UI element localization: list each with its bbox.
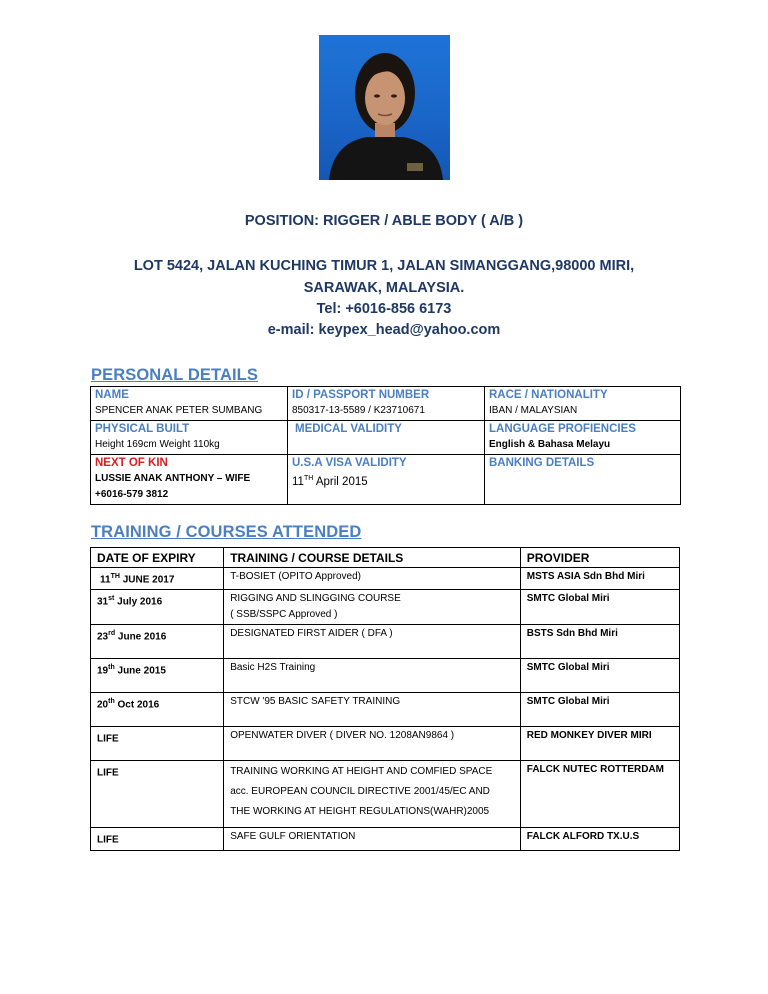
table-row xyxy=(91,590,680,625)
expiry-date-rest: Oct 2016 xyxy=(114,699,160,711)
table-row xyxy=(91,387,681,421)
provider-cell xyxy=(520,568,679,590)
provider-name: FALCK NUTEC ROTTERDAM xyxy=(526,764,664,776)
id-cell xyxy=(288,387,485,421)
course-line: STCW '95 BASIC SAFETY TRAINING xyxy=(230,696,401,708)
expiry-date-suffix: th xyxy=(108,664,115,672)
provider-name: BSTS Sdn Bhd Miri xyxy=(526,628,618,640)
provider-cell xyxy=(520,693,679,727)
medical-label: MEDICAL VALIDITY xyxy=(295,423,402,435)
built-cell xyxy=(91,421,288,455)
expiry-date: 23 xyxy=(97,631,109,643)
visa-day: 11 xyxy=(292,475,304,488)
name-value: SPENCER ANAK PETER SUMBANG xyxy=(95,405,263,416)
race-cell xyxy=(485,387,681,421)
column-header: TRAINING / COURSE DETAILS xyxy=(224,548,521,568)
visa-label: U.S.A VISA VALIDITY xyxy=(292,457,407,469)
table-row xyxy=(91,659,680,693)
expiry-date-cell xyxy=(91,727,224,761)
id-value: 850317-13-5589 / K23710671 xyxy=(292,405,425,416)
kin-label: NEXT OF KIN xyxy=(95,457,168,469)
table-row xyxy=(91,421,681,455)
table-row xyxy=(91,455,681,505)
column-header: DATE OF EXPIRY xyxy=(91,548,224,568)
provider-name: SMTC Global Miri xyxy=(526,662,610,674)
expiry-date-cell xyxy=(91,693,224,727)
table-row xyxy=(91,568,680,590)
telephone: Tel: +6016-856 6173 xyxy=(316,301,452,317)
course-line: OPENWATER DIVER ( DIVER NO. 1208AN9864 ) xyxy=(230,730,455,742)
course-details-cell xyxy=(224,693,521,727)
address-line-1: LOT 5424, JALAN KUCHING TIMUR 1, JALAN SIMANGGANG,98000 MIRI, xyxy=(133,258,635,274)
language-label: LANGUAGE PROFIENCIES xyxy=(489,423,636,435)
kin-name: LUSSIE ANAK ANTHONY – WIFE xyxy=(95,473,251,484)
course-line: SAFE GULF ORIENTATION xyxy=(230,831,356,843)
race-label: RACE / NATIONALITY xyxy=(489,389,608,401)
expiry-date-rest: JUNE 2017 xyxy=(119,574,175,586)
medical-cell xyxy=(288,421,485,455)
expiry-date-cell xyxy=(91,761,224,828)
race-value: IBAN / MALAYSIAN xyxy=(489,405,578,416)
visa-month-year: April 2015 xyxy=(313,475,368,488)
visa-suffix: TH xyxy=(303,475,314,482)
email: e-mail: keypex_head@yahoo.com xyxy=(267,322,501,338)
table-row xyxy=(91,625,680,659)
provider-name: RED MONKEY DIVER MIRI xyxy=(526,730,652,742)
provider-cell xyxy=(520,590,679,625)
language-value: English & Bahasa Melayu xyxy=(489,439,611,450)
expiry-date-cell xyxy=(91,828,224,851)
course-details-cell xyxy=(224,568,521,590)
course-line: RIGGING AND SLINGGING COURSE xyxy=(230,593,401,605)
expiry-date-suffix: st xyxy=(108,595,115,603)
expiry-date: 31 xyxy=(97,596,109,608)
course-details-cell xyxy=(224,659,521,693)
provider-cell xyxy=(520,761,679,828)
position-title: POSITION: RIGGER / ABLE BODY ( A/B ) xyxy=(244,213,524,229)
table-row xyxy=(91,761,680,828)
provider-cell xyxy=(520,625,679,659)
personal-details-table xyxy=(90,386,681,505)
provider-cell xyxy=(520,727,679,761)
course-details-cell xyxy=(224,761,521,828)
training-heading: TRAINING / COURSES ATTENDED xyxy=(91,523,362,541)
name-label: NAME xyxy=(95,389,129,401)
address-line-2: SARAWAK, MALAYSIA. xyxy=(303,280,465,296)
course-line: THE WORKING AT HEIGHT REGULATIONS(WAHR)2005 xyxy=(230,806,490,818)
kin-phone: +6016-579 3812 xyxy=(95,489,169,500)
visa-value xyxy=(292,471,480,490)
expiry-date-cell xyxy=(91,625,224,659)
course-line: Basic H2S Training xyxy=(230,662,316,674)
expiry-date-suffix: th xyxy=(108,698,115,706)
table-row xyxy=(91,693,680,727)
course-details-cell xyxy=(224,727,521,761)
provider-cell xyxy=(520,659,679,693)
expiry-date: 11 xyxy=(100,574,111,586)
provider-cell xyxy=(520,828,679,851)
language-cell xyxy=(485,421,681,455)
provider-name: SMTC Global Miri xyxy=(526,696,610,708)
name-cell xyxy=(91,387,288,421)
course-details-cell xyxy=(224,590,521,625)
expiry-date-suffix: TH xyxy=(110,573,120,580)
built-label: PHYSICAL BUILT xyxy=(95,423,190,435)
visa-cell xyxy=(288,455,485,505)
personal-details-heading: PERSONAL DETAILS xyxy=(91,366,258,384)
table-row xyxy=(91,828,680,851)
expiry-date-rest: June 2016 xyxy=(115,631,167,643)
provider-name: SMTC Global Miri xyxy=(526,593,610,605)
expiry-date-cell xyxy=(91,590,224,625)
course-details-cell xyxy=(224,625,521,659)
built-value: Height 169cm Weight 110kg xyxy=(95,439,220,450)
expiry-date: LIFE xyxy=(97,834,119,846)
expiry-date: 20 xyxy=(97,699,109,711)
kin-cell xyxy=(91,455,288,505)
provider-name: FALCK ALFORD TX.U.S xyxy=(526,831,640,843)
expiry-date: LIFE xyxy=(97,733,119,745)
expiry-date-rest: July 2016 xyxy=(114,596,163,608)
training-table xyxy=(90,547,680,851)
course-line: T-BOSIET (OPITO Approved) xyxy=(230,571,361,582)
profile-photo xyxy=(319,35,450,180)
expiry-date: 19 xyxy=(97,665,109,677)
column-header: PROVIDER xyxy=(520,548,679,568)
table-header-row xyxy=(91,548,680,568)
banking-label: BANKING DETAILS xyxy=(489,457,595,469)
expiry-date-cell xyxy=(91,568,224,590)
provider-name: MSTS ASIA Sdn Bhd Miri xyxy=(526,571,645,582)
expiry-date: LIFE xyxy=(97,767,119,779)
table-row xyxy=(91,727,680,761)
expiry-date-rest: June 2015 xyxy=(114,665,166,677)
course-line: DESIGNATED FIRST AIDER ( DFA ) xyxy=(230,628,393,640)
expiry-date-cell xyxy=(91,659,224,693)
course-details-cell xyxy=(224,828,521,851)
id-label: ID / PASSPORT NUMBER xyxy=(292,389,430,401)
expiry-date-suffix: rd xyxy=(108,630,116,638)
course-line: acc. EUROPEAN COUNCIL DIRECTIVE 2001/45/EC AND xyxy=(230,786,490,798)
banking-cell xyxy=(485,455,681,505)
course-line: ( SSB/SSPC Approved ) xyxy=(230,609,338,621)
course-line: TRAINING WORKING AT HEIGHT AND COMFIED SPACE xyxy=(230,766,493,778)
